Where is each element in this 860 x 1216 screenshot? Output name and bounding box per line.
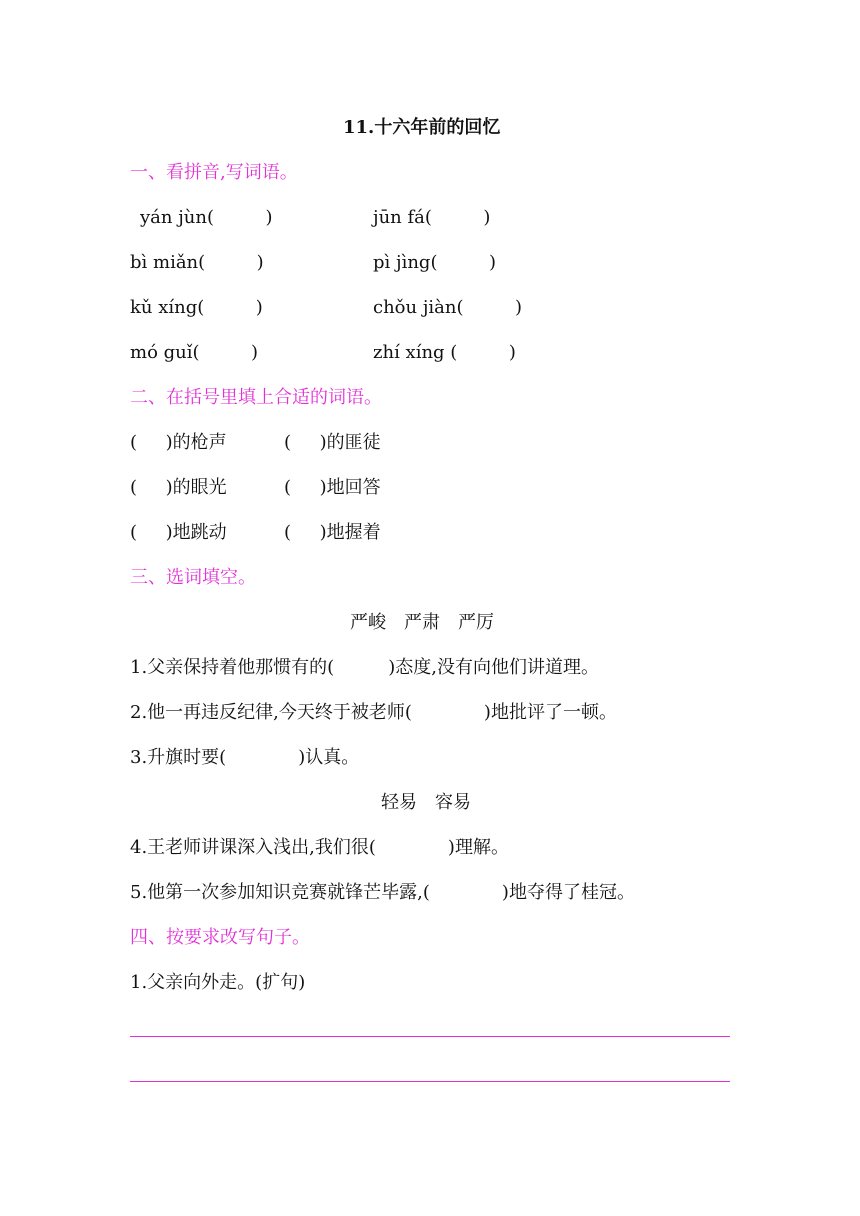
fill-phrase: ( )的枪声 (130, 432, 227, 453)
fill-phrase: ( )地跳动 (130, 522, 227, 543)
sentence-item: 3.升旗时要( )认真。 (130, 747, 360, 768)
page-title: 11.十六年前的回忆 (343, 117, 501, 138)
section-heading-4: 四、按要求改写句子。 (130, 927, 310, 948)
fill-phrase: ( )地握着 (284, 522, 381, 543)
fill-phrase: ( )的匪徒 (284, 432, 381, 453)
word-choices-2: 轻易 容易 (381, 792, 471, 813)
sentence-item: 1.父亲保持着他那惯有的( )态度,没有向他们讲道理。 (130, 657, 599, 678)
sentence-item: 2.他一再违反纪律,今天终于被老师( )地批评了一顿。 (130, 702, 617, 723)
pinyin-item: jūn fá( ) (373, 207, 491, 228)
fill-phrase: ( )地回答 (284, 477, 381, 498)
answer-line (130, 1081, 730, 1082)
section-heading-3: 三、选词填空。 (130, 567, 256, 588)
pinyin-item: zhí xíng ( ) (373, 342, 516, 363)
pinyin-item: mó guǐ( ) (130, 342, 259, 363)
pinyin-item: kǔ xíng( ) (130, 297, 263, 318)
sentence-item: 4.王老师讲课深入浅出,我们很( )理解。 (130, 837, 509, 858)
sentence-item: 5.他第一次参加知识竞赛就锋芒毕露,( )地夺得了桂冠。 (130, 882, 635, 903)
pinyin-item: yán jùn( ) (140, 207, 273, 228)
word-choices-1: 严峻 严肃 严厉 (350, 612, 494, 633)
pinyin-item: chǒu jiàn( ) (373, 297, 523, 318)
section-heading-2: 二、在括号里填上合适的词语。 (130, 387, 382, 408)
fill-phrase: ( )的眼光 (130, 477, 227, 498)
pinyin-item: pì jìng( ) (373, 252, 496, 273)
answer-line (130, 1036, 730, 1037)
pinyin-item: bì miǎn( ) (130, 252, 264, 273)
section-heading-1: 一、看拼音,写词语。 (130, 162, 298, 183)
rewrite-prompt: 1.父亲向外走。(扩句) (130, 972, 306, 993)
